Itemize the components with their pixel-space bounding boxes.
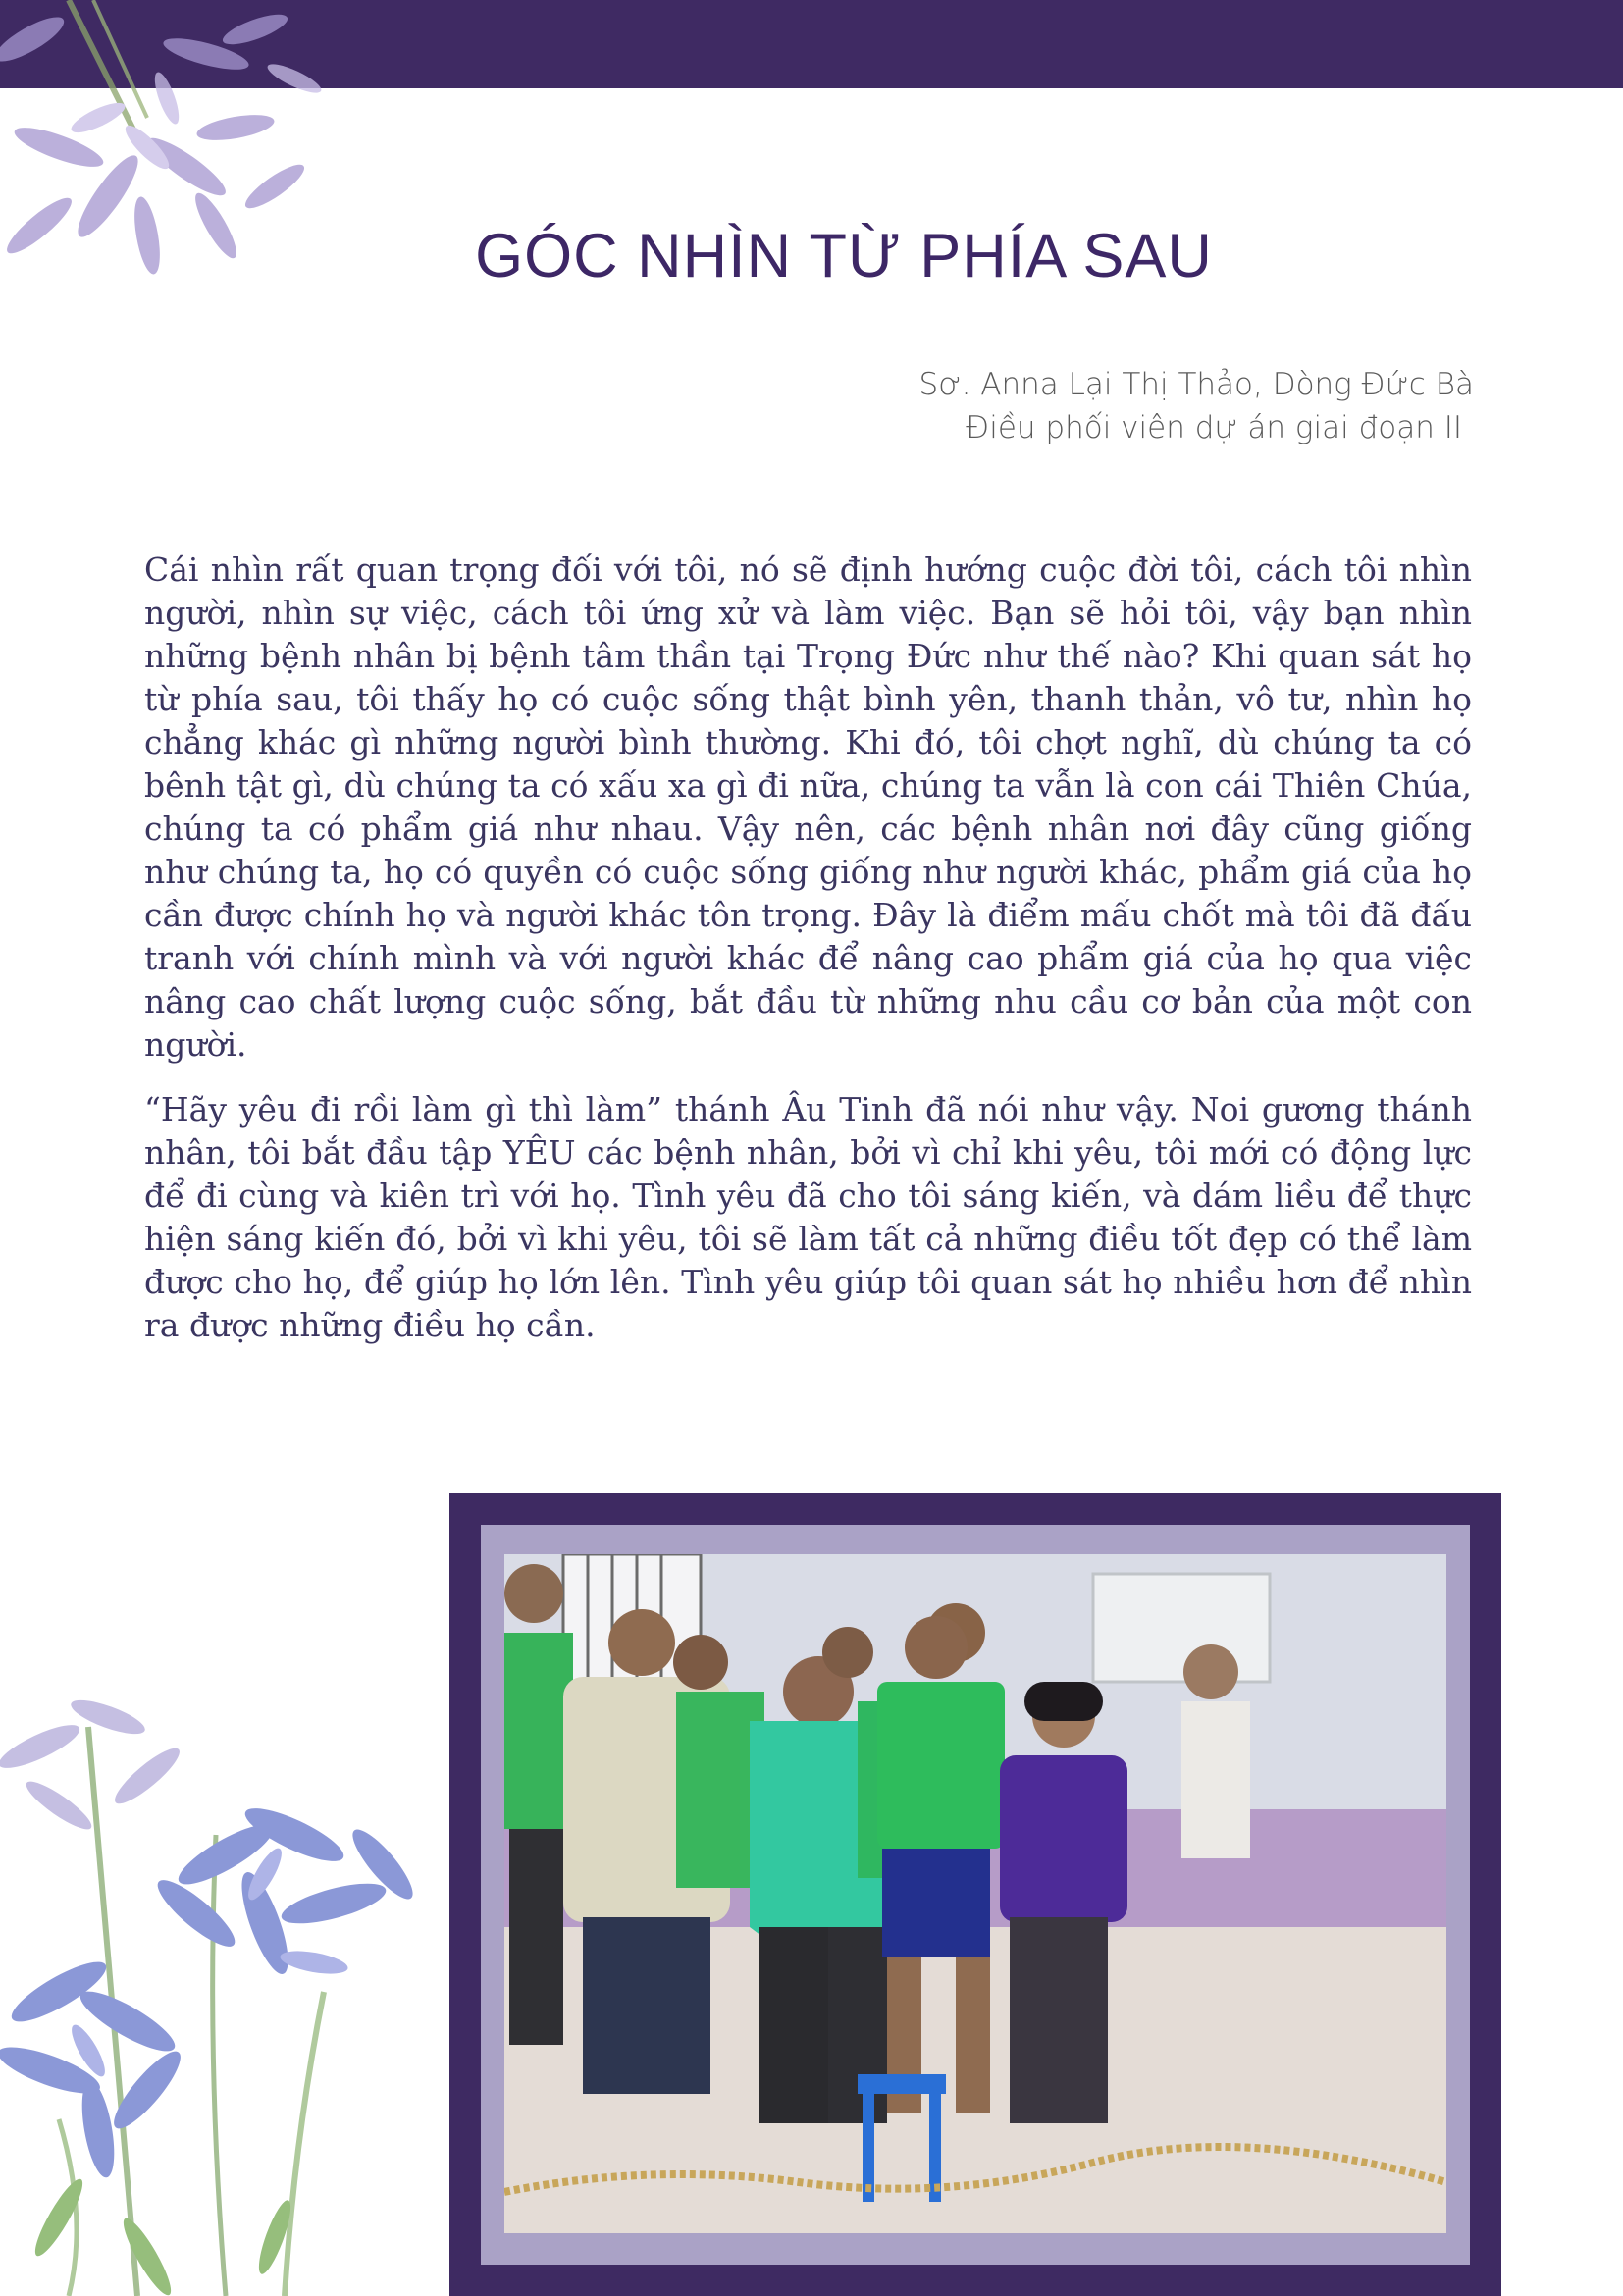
- flower-decoration-top: [0, 0, 353, 324]
- page-title: GÓC NHÌN TỪ PHÍA SAU: [475, 222, 1213, 290]
- author-name: Sơ. Anna Lại Thị Thảo, Dòng Đức Bà: [918, 367, 1474, 402]
- group-photo: [504, 1554, 1446, 2233]
- paragraph: Cái nhìn rất quan trọng đối với tôi, nó sẽ định hướng cuộc đời tôi, cách tôi nhìn người, nhìn sự việc, cách tôi ứng xử và làm việc. Bạn sẽ hỏi tôi, vậy bạn nhìn những bệnh nhân bị bệnh tâm thần tại Trọng Đức như thế nào? Khi quan sát họ từ phía sau, tôi thấy họ có cuộc sống thật bình yên, thanh thản, vô tư, nhìn họ chẳng khác gì những người bình thường. Khi đó, tôi chợt nghĩ, dù chúng ta có bênh tật gì, dù chúng ta có xấu xa gì đi nữa, chúng ta vẫn là con cái Thiên Chúa, chúng ta có phẩm giá như nhau. Vậy nên, các bệnh nhân nơi đây cũng giống như chúng ta, họ có quyền có cuộc sống giống như người khác, phẩm giá của họ cần được chính họ và người khác tôn trọng. Đây là điểm mấu chốt mà tôi đã đấu tranh với chính mình và với người khác để nâng cao phẩm giá của họ qua việc nâng cao chất lượng cuộc sống, bắt đầu từ những nhu cầu cơ bản của một con người.: [144, 550, 1472, 1064]
- author-role: Điều phối viên dự án giai đoạn II: [966, 410, 1462, 445]
- article-body: [144, 548, 1472, 1369]
- flower-decoration-bottom: [0, 1668, 461, 2296]
- author-byline: [689, 363, 1474, 449]
- photo-mat: [481, 1525, 1470, 2265]
- photo-frame: [449, 1493, 1501, 2296]
- photo-illustration: [504, 1554, 1446, 2233]
- paragraph: “Hãy yêu đi rồi làm gì thì làm” thánh Âu Tinh đã nói như vậy. Noi gương thánh nhân, tôi bắt đầu tập YÊU các bệnh nhân, bởi vì chỉ khi yêu, tôi mới có động lực để đi cùng và kiên trì với họ. Tình yêu đã cho tôi sáng kiến, và dám liều để thực hiện sáng kiến đó, bởi vì khi yêu, tôi sẽ làm tất cả những điều tốt đẹp có thể làm được cho họ, để giúp họ lớn lên. Tình yêu giúp tôi quan sát họ nhiều hơn để nhìn ra được những điều họ cần.: [144, 1090, 1472, 1344]
